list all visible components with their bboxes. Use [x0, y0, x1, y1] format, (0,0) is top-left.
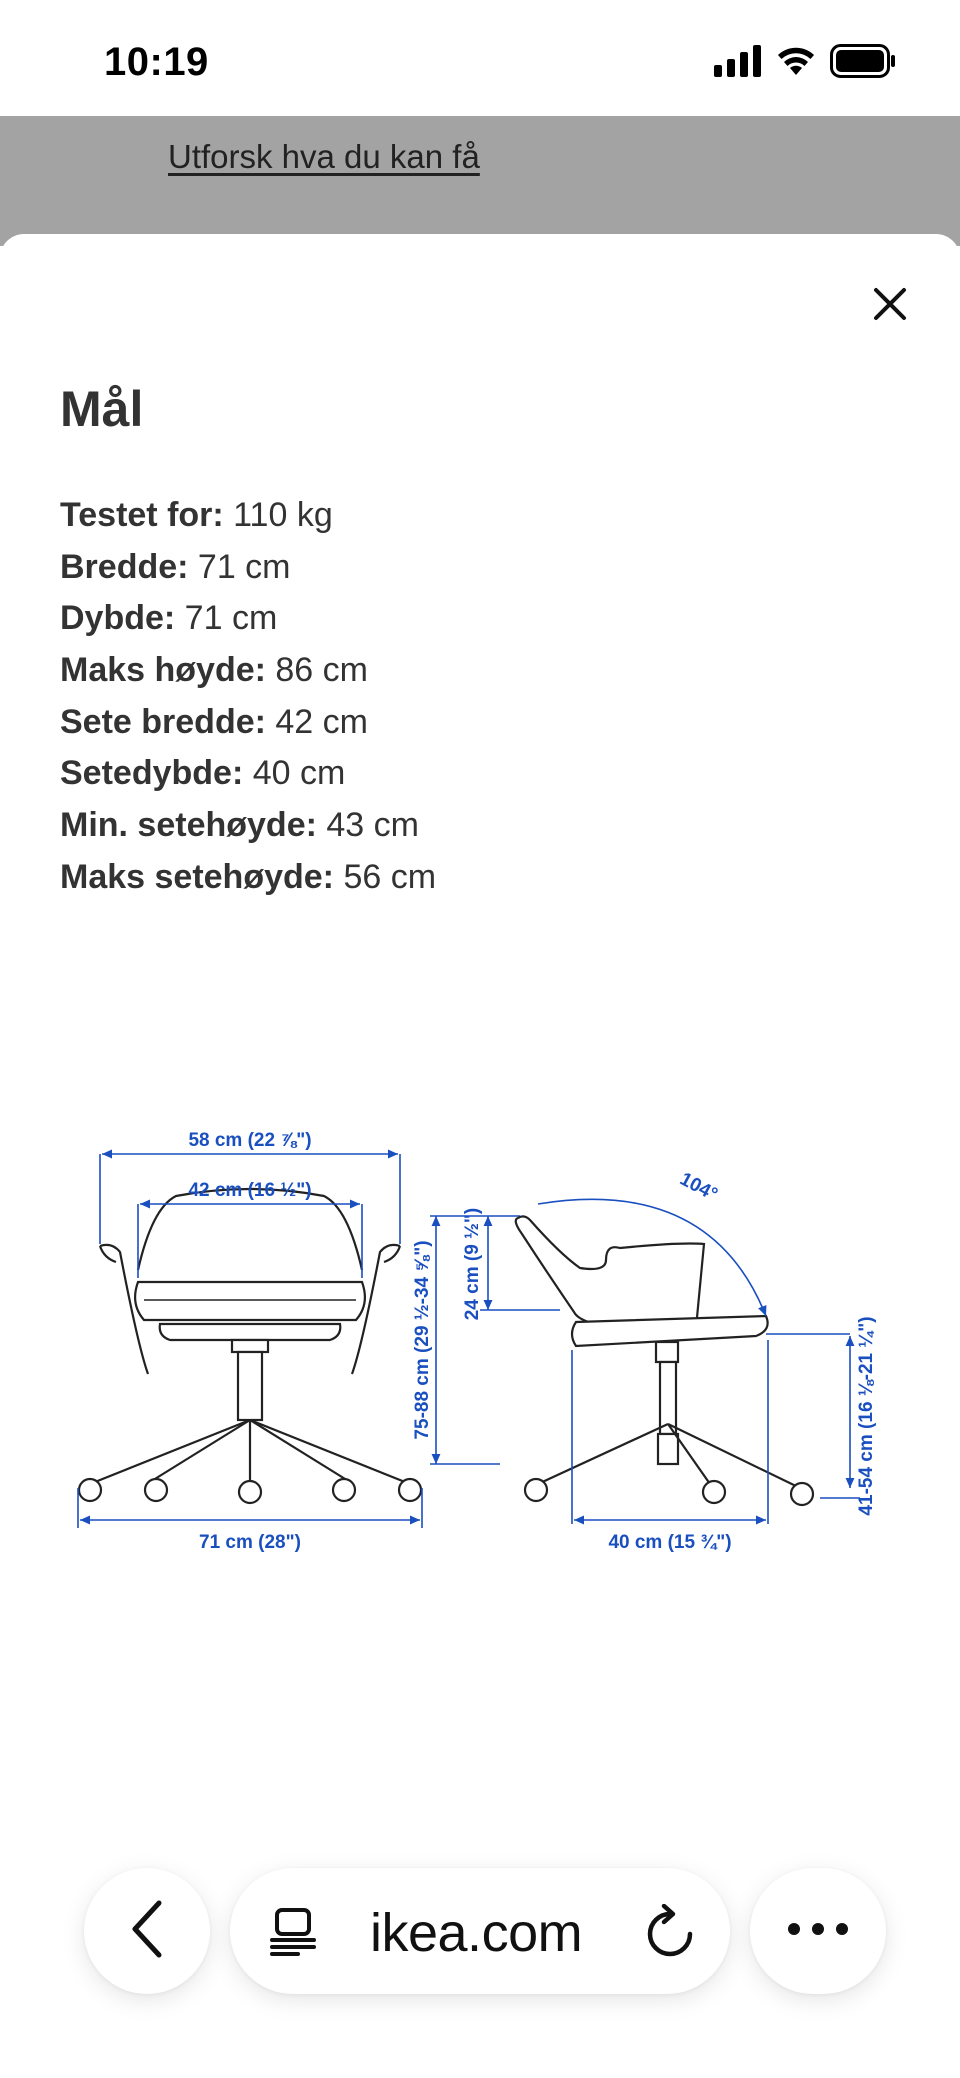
url-text: ikea.com — [370, 1903, 583, 1963]
address-bar[interactable] — [230, 1868, 730, 1994]
backrest-height-label: 24 cm (9 ½") — [462, 1207, 483, 1321]
recline-angle-label: 104° — [676, 1168, 721, 1206]
sheet-title: Mål — [60, 381, 144, 437]
wifi-icon — [776, 45, 816, 82]
spec-row — [60, 593, 900, 645]
spec-label: Min. setehøyde: — [60, 806, 317, 845]
spec-label: Sete bredde: — [60, 702, 266, 741]
spec-label: Maks setehøyde: — [60, 857, 334, 896]
reload-icon[interactable] — [644, 1904, 696, 1963]
background-page-overlay — [0, 116, 960, 246]
close-icon — [872, 286, 908, 327]
chair-dimension-drawing — [60, 1084, 900, 1564]
spec-label: Dybde: — [60, 599, 176, 638]
base-width-label: 71 cm (28") — [199, 1532, 301, 1553]
total-height-label: 75-88 cm (29 ½-34 ⅝") — [412, 1240, 433, 1440]
back-button[interactable] — [84, 1868, 210, 1994]
spec-row — [60, 697, 900, 749]
cellular-signal-icon — [714, 45, 762, 82]
spec-label: Bredde: — [60, 547, 189, 586]
spec-value: 110 kg — [223, 496, 333, 534]
browser-toolbar — [0, 1840, 960, 2078]
spec-row — [60, 542, 900, 594]
spec-row — [60, 800, 900, 852]
reader-icon[interactable] — [268, 1906, 318, 1961]
battery-icon — [830, 44, 896, 83]
spec-value: 71 cm — [175, 599, 278, 638]
spec-row — [60, 645, 900, 697]
spec-list — [60, 490, 900, 904]
spec-row — [60, 490, 900, 542]
spec-value: 56 cm — [334, 857, 437, 896]
status-bar — [0, 0, 960, 116]
explore-link[interactable]: Utforsk hva du kan få — [168, 138, 480, 175]
seat-height-label: 41-54 cm (16 ⅛-21 ¼") — [856, 1316, 877, 1516]
spec-value: 40 cm — [243, 754, 346, 793]
dimensions-sheet — [0, 234, 960, 2078]
more-button[interactable] — [750, 1868, 886, 1994]
seat-depth-label: 40 cm (15 ¾") — [608, 1532, 732, 1553]
spec-value: 42 cm — [265, 702, 368, 741]
spec-label: Setedybde: — [60, 754, 244, 793]
spec-label: Maks høyde: — [60, 651, 266, 690]
more-icon — [786, 1921, 850, 1942]
spec-row — [60, 852, 900, 904]
dimension-diagram — [60, 1084, 900, 1564]
chevron-left-icon — [127, 1899, 167, 1964]
front-total-width-label: 58 cm (22 ⅞") — [188, 1130, 312, 1151]
spec-value: 86 cm — [265, 651, 368, 690]
status-time: 10:19 — [104, 40, 209, 84]
spec-label: Testet for: — [60, 496, 224, 534]
spec-value: 71 cm — [188, 547, 291, 586]
spec-row — [60, 748, 900, 800]
spec-value: 43 cm — [316, 806, 419, 845]
close-button[interactable] — [862, 278, 918, 334]
front-seat-width-label: 42 cm (16 ½") — [188, 1180, 312, 1201]
front-view-chair — [79, 1189, 421, 1503]
status-icons — [714, 46, 896, 80]
